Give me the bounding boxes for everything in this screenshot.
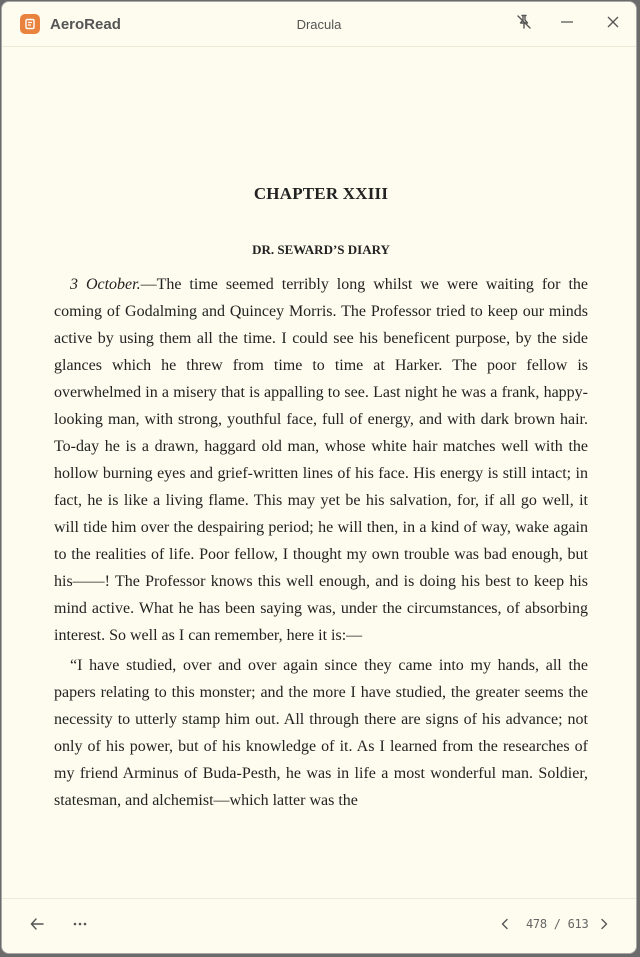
paragraph-text: “I have studied, over and over again since they came into my hands, all the papers relating to this monster; and the more I have studied, the greater seems the necessity to utterly stamp him out. All through there are signs of his advance; not only of his power, but of his knowledge of it. As I learned from the researches of my friend Arminus of Buda-Pesth, he was in life a most wonderful man. Soldier, statesman, and alchemist—which latter was the [54,657,588,809]
back-button[interactable] [24,913,50,939]
section-title: DR. SEWARD’S DIARY [252,242,390,257]
titlebar [2,2,636,47]
unpin-button[interactable] [510,10,538,38]
more-button[interactable] [67,913,93,939]
current-page: 478 [526,917,547,931]
more-icon [72,916,88,937]
app-name: AeroRead [50,16,121,33]
paragraph-text: —The time seemed terribly long whilst we were waiting for the coming of Godalming and Quincey Morris. The Professor tried to keep our minds active by using them all the time. I could see his beneficent purpose, by the side glances which he threw from time to time at Harker. The poor fellow is overwhelmed in a misery that is appalling to see. Last night he was a frank, happy-looking man, with strong, youthful face, full of energy, and with dark brown hair. To-day he is a drawn, haggard old man, whose white hair matches well with the hollow burning eyes and grief-written lines of his face. His energy is still intact; in fact, he is like a living flame. This may yet be his salvation, for, if all go well, it will tide him over the despairing period; he will then, in a kind of way, wake again to the realities of life. Poor fellow, I thought my own trouble was bad enough, but his——! The Professor knows this well enough, and is doing his best to keep his mind active. What he has been saying was, under the circumstances, of absorbing interest. So well as I can remember, here it is:— [54,276,588,644]
chevron-left-icon [498,917,512,936]
chevron-right-icon [597,917,611,936]
reader-window [1,1,637,954]
close-button[interactable] [599,10,627,38]
paragraph [54,652,588,814]
footer-bar [2,898,636,953]
diary-date: 3 October. [70,276,141,293]
previous-page-button[interactable] [492,913,518,939]
window-title: Dracula [296,17,342,32]
minimize-button[interactable] [553,10,581,38]
total-pages: 613 [567,917,589,931]
next-page-button[interactable] [591,913,617,939]
paragraph [54,271,588,649]
page-separator: / [553,917,561,931]
minimize-icon [560,15,574,34]
close-icon [606,15,620,34]
page-indicator [526,917,588,931]
arrow-left-icon [29,916,45,937]
book-content [54,46,588,899]
chapter-title: CHAPTER XXIII [253,184,389,203]
unpin-icon [515,13,533,36]
